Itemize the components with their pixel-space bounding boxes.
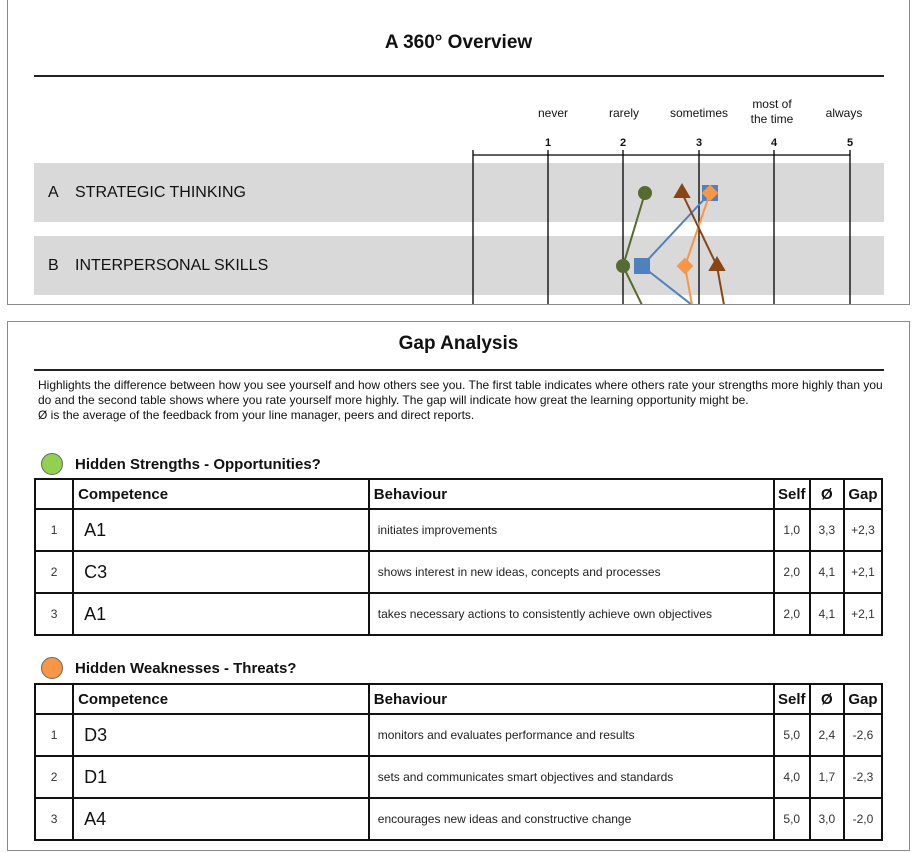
- behaviour-header: Behaviour: [369, 479, 774, 509]
- gap-cell: -2,6: [844, 714, 882, 756]
- title-rule: [34, 369, 884, 371]
- table-row: [35, 593, 882, 635]
- self-cell: 5,0: [774, 798, 810, 840]
- gap-header: Gap: [844, 684, 882, 714]
- gap-analysis-title: Gap Analysis: [398, 333, 519, 354]
- competence-header: Competence: [73, 479, 369, 509]
- average-header: Ø: [810, 684, 844, 714]
- section-title: Hidden Strengths - Opportunities?: [75, 455, 321, 473]
- table-row: [35, 714, 882, 756]
- table-header-row: [35, 479, 882, 509]
- table-row: [35, 798, 882, 840]
- row-name: INTERPERSONAL SKILLS: [75, 257, 269, 274]
- competence-cell: A1: [73, 593, 369, 635]
- self-header: Self: [774, 684, 810, 714]
- competence-cell: D1: [73, 756, 369, 798]
- gap-cell: +2,3: [844, 509, 882, 551]
- gap-cell: +2,1: [844, 593, 882, 635]
- triangle-marker-icon: [710, 258, 724, 270]
- table-row: [35, 756, 882, 798]
- competence-cell: A4: [73, 798, 369, 840]
- self-cell: 5,0: [774, 714, 810, 756]
- scale-label-sometimes: sometimes: [669, 106, 728, 120]
- behaviour-cell: shows interest in new ideas, concepts and processes: [369, 551, 774, 593]
- intro-text: [38, 378, 888, 423]
- row-index: 2: [35, 756, 73, 798]
- scale-number-1: 1: [544, 137, 552, 149]
- profile-chart: [8, 0, 910, 305]
- green-circle-icon: [41, 453, 63, 475]
- triangle-marker-icon: [675, 185, 689, 197]
- self-cell: 1,0: [774, 509, 810, 551]
- diamond-marker-icon: [678, 259, 692, 273]
- gap-analysis-page: [7, 321, 910, 851]
- table-header-row: [35, 684, 882, 714]
- gap-header: Gap: [844, 479, 882, 509]
- overview-page: [7, 0, 910, 305]
- series-blue-square: [635, 186, 717, 305]
- table-row: [35, 551, 882, 593]
- average-cell: 3,0: [810, 798, 844, 840]
- circle-marker-icon: [617, 260, 629, 272]
- series-orange-diamond: [678, 186, 717, 305]
- behaviour-cell: encourages new ideas and constructive change: [369, 798, 774, 840]
- behaviour-cell: monitors and evaluates performance and results: [369, 714, 774, 756]
- average-note: Ø is the average of the feedback from your line manager, peers and direct reports.: [38, 408, 475, 422]
- scale-label-rarely: rarely: [608, 106, 639, 120]
- intro-paragraph: Highlights the difference between how you see yourself and how others see you. The first table indicates where others rate your strengths more highly than you do and the second table shows where you rate yourself more highly. The gap will indicate how great the learning opportunity might be.: [38, 378, 883, 407]
- row-index: 3: [35, 798, 73, 840]
- competence-header: Competence: [73, 684, 369, 714]
- hidden-strengths-heading: [41, 453, 321, 475]
- scale-label-most-of-the-time: most of the time: [750, 97, 794, 126]
- scale-number-2: 2: [619, 137, 627, 149]
- row-index: 1: [35, 714, 73, 756]
- scale-number-3: 3: [695, 137, 703, 149]
- competence-cell: A1: [73, 509, 369, 551]
- gap-cell: -2,0: [844, 798, 882, 840]
- hidden-weaknesses-table: [34, 683, 883, 841]
- circle-marker-icon: [639, 187, 651, 199]
- row-index: 2: [35, 551, 73, 593]
- behaviour-cell: sets and communicates smart objectives and standards: [369, 756, 774, 798]
- overview-title: A 360° Overview: [384, 32, 533, 53]
- behaviour-cell: takes necessary actions to consistently achieve own objectives: [369, 593, 774, 635]
- row-letter: A: [48, 184, 59, 201]
- hidden-strengths-table: [34, 478, 883, 636]
- average-cell: 4,1: [810, 551, 844, 593]
- scale-label-never: never: [537, 106, 569, 120]
- index-header: [35, 479, 73, 509]
- table-row: [35, 509, 882, 551]
- orange-circle-icon: [41, 657, 63, 679]
- gap-cell: -2,3: [844, 756, 882, 798]
- index-header: [35, 684, 73, 714]
- behaviour-header: Behaviour: [369, 684, 774, 714]
- gap-cell: +2,1: [844, 551, 882, 593]
- scale-label-always: always: [825, 106, 863, 120]
- self-cell: 4,0: [774, 756, 810, 798]
- competence-cell: C3: [73, 551, 369, 593]
- average-header: Ø: [810, 479, 844, 509]
- behaviour-cell: initiates improvements: [369, 509, 774, 551]
- scale-number-5: 5: [846, 137, 854, 149]
- average-cell: 1,7: [810, 756, 844, 798]
- scale-number-4: 4: [770, 137, 778, 149]
- row-index: 1: [35, 509, 73, 551]
- square-marker-icon: [635, 259, 649, 273]
- average-cell: 4,1: [810, 593, 844, 635]
- row-index: 3: [35, 593, 73, 635]
- row-name: STRATEGIC THINKING: [75, 184, 246, 201]
- self-cell: 2,0: [774, 551, 810, 593]
- hidden-weaknesses-heading: [41, 657, 296, 679]
- average-cell: 3,3: [810, 509, 844, 551]
- section-title: Hidden Weaknesses - Threats?: [75, 659, 297, 677]
- average-cell: 2,4: [810, 714, 844, 756]
- competence-cell: D3: [73, 714, 369, 756]
- self-header: Self: [774, 479, 810, 509]
- self-cell: 2,0: [774, 593, 810, 635]
- row-letter: B: [48, 257, 59, 274]
- series-green-circle: [617, 187, 651, 305]
